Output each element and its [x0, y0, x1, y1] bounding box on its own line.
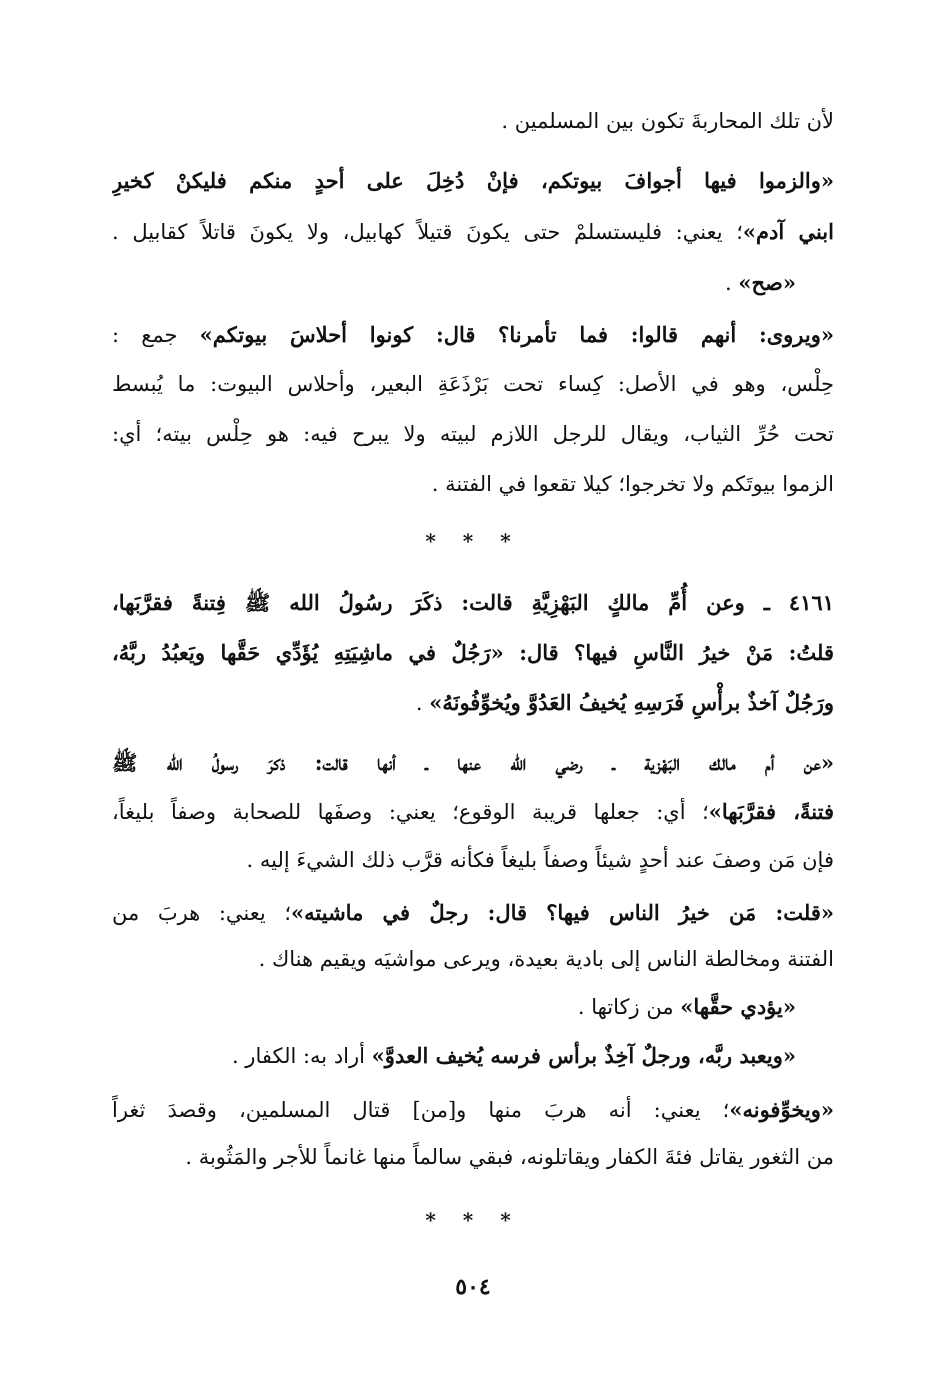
text-run: حِلْس، وهو في الأصل: كِساء تحت بَرْذَعَةِ البعير، وأحلاس البيوت: ما يُبسط [112, 372, 834, 396]
text-run: من زكاتها . [577, 995, 681, 1019]
text-line [112, 157, 834, 205]
bold-text-run: «ويعبد ربَّه، ورجلٌ آخِذٌ برأس فرسه يُخيف العدوَّ» [371, 1043, 796, 1068]
text-line [112, 460, 834, 508]
bold-text-run: فتنةً، فقرَّبَها» [708, 799, 834, 824]
text-line [112, 1086, 834, 1134]
section-separator: * * * [425, 529, 521, 553]
text-run: أراد به: الكفار . [231, 1044, 372, 1068]
text-line [112, 97, 834, 145]
text-run: ؛ يعني: أنه هربَ منها و[من] قتال المسلمين، وقصدَ ثغراً [112, 1098, 730, 1122]
text-line [112, 836, 834, 884]
text-run: تحت حُرِّ الثياب، ويقال للرجل اللازم لبيته ولا يبرح فيه: هو حِلْس بيته؛ أي: [112, 422, 834, 446]
text-line [112, 889, 834, 937]
text-run: لأن تلك المحاربةَ تكون بين المسلمين . [501, 109, 834, 133]
bold-text-run: «ويروى: أنهم قالوا: فما تأمرنا؟ قال: كونوا أحلاسَ بيوتكم» [199, 322, 834, 347]
text-run: من الثغور يقاتل فئةَ الكفار ويقاتلونه، فبقي سالماً منها غانماً للأجر والمَثُوبة . [185, 1145, 834, 1169]
text-line [112, 935, 834, 983]
text-run: ؛ يعني: هربَ من [112, 901, 292, 925]
text-run: . [415, 691, 430, 715]
text-run: الفتنة ومخالطة الناس إلى بادية بعيدة، ويرعى مواشيَه ويقيم هناك . [258, 947, 834, 971]
bold-text-run: «والزموا فيها أجوافَ بيوتكم، فإنْ دُخِلَ على أحدٍ منكم فليكنْ كخيرِ [112, 168, 834, 193]
text-line [112, 410, 834, 458]
text-run: ؛ أي: جعلها قريبة الوقوع؛ يعني: وصفَها للصحابة وصفاً بليغاً، [112, 800, 709, 824]
text-run: . [725, 271, 739, 295]
page-number: ٥٠٤ [455, 1274, 491, 1300]
hadith-heading-line [112, 579, 834, 627]
text-run: جمع : [112, 323, 200, 347]
hadith-heading-line [112, 679, 834, 727]
text-line [112, 983, 834, 1031]
bold-text-run: «قلت: مَن خيرُ الناس فيها؟ قال: رجلٌ في ماشيته» [291, 900, 834, 925]
bold-text-run: قلتُ: مَنْ خيرُ النَّاسِ فيها؟ قال: «رَجُلٌ في ماشِيَتِهِ يُؤَدِّي حَقَّها ويَعبُدُ ربَّهُ، [112, 640, 834, 665]
text-run: ؛ يعني: فليستسلمْ حتى يكونَ قتيلاً كهابيل، ولا يكونَ قاتلاً كقابيل . [112, 220, 743, 244]
text-run: الزموا بيوتَكم ولا تخرجوا؛ كيلا تقعوا في الفتنة . [431, 472, 834, 496]
section-separator: * * * [425, 1208, 521, 1232]
text-line [112, 788, 834, 836]
bold-text-run: «ويخوِّفونه» [729, 1097, 834, 1122]
text-line [112, 311, 834, 359]
text-line [112, 739, 834, 787]
bold-text-run: ورَجُلٌ آخذٌ برأْسِ فَرَسِهِ يُخيفُ العَدُوَّ ويُخوِّفُونَهُ» [429, 690, 834, 715]
text-line [112, 1133, 834, 1181]
bold-text-run: ٤١٦١ ـ وعن أُمِّ مالكٍ البَهْزِيَّةِ قالت: ذكَرَ رسُولُ الله ﷺ فِتنةً فقرَّبَها، [112, 590, 834, 615]
bold-text-run: «عن أم مالك البَهْزية ـ رضي الله عنها ـ أنها قالت: ذكرَ رسولُ الله ﷺ [112, 750, 834, 775]
text-line [112, 208, 834, 256]
bold-text-run: «يؤدي حقَّها» [680, 994, 796, 1019]
bold-text-run: ابني آدم» [742, 219, 834, 244]
bold-text-run: «صح» [738, 270, 796, 295]
hadith-heading-line [112, 629, 834, 677]
text-line [112, 1032, 834, 1080]
text-line [112, 360, 834, 408]
text-line [112, 259, 834, 307]
text-run: فإن مَن وصفَ عند أحدٍ شيئاً وصفاً بليغاً فكأنه قرَّب ذلك الشيءَ إليه . [246, 848, 834, 872]
